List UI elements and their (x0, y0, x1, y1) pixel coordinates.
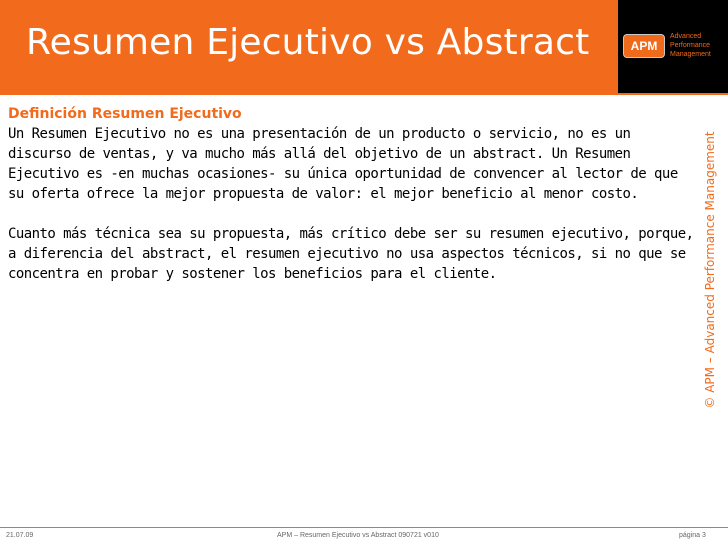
side-copyright: © APM – Advanced Performance Management (703, 131, 717, 409)
apm-logo-badge: APM (623, 34, 665, 58)
section-heading: Definición Resumen Ejecutivo (8, 106, 242, 122)
footer-document-name: APM – Resumen Ejecutivo vs Abstract 090721 v010 (277, 532, 439, 539)
paragraph-definition: Un Resumen Ejecutivo no es una presentación de un producto o servicio, no es un discurso de ventas, y va mucho más allá del objetivo de un abstract. Un Resumen Ejecutivo es -en muchas ocasiones- su única oportunidad de convencer al lector de que su oferta ofrece la mejor propuesta de valor: el mejor beneficio al menor costo. (8, 126, 678, 202)
apm-logo-tagline (670, 32, 711, 59)
footer-divider (0, 527, 728, 528)
slide-body (8, 104, 698, 304)
logo-line-3: Management (670, 51, 711, 58)
title-banner (0, 0, 618, 93)
paragraph-technical: Cuanto más técnica sea su propuesta, más crítico debe ser su resumen ejecutivo, porque, a diferencia del abstract, el resumen ejecutivo no usa aspectos técnicos, si no que se concentra en probar y sostener los beneficios para el cliente. (8, 226, 694, 282)
footer-page-number: página 3 (679, 532, 706, 539)
logo-line-1: Advanced (670, 33, 702, 40)
footer-date: 21.07.09 (6, 532, 34, 539)
header-divider (0, 93, 728, 95)
slide-title: Resumen Ejecutivo vs Abstract (26, 22, 590, 63)
logo-line-2: Performance (670, 42, 711, 49)
